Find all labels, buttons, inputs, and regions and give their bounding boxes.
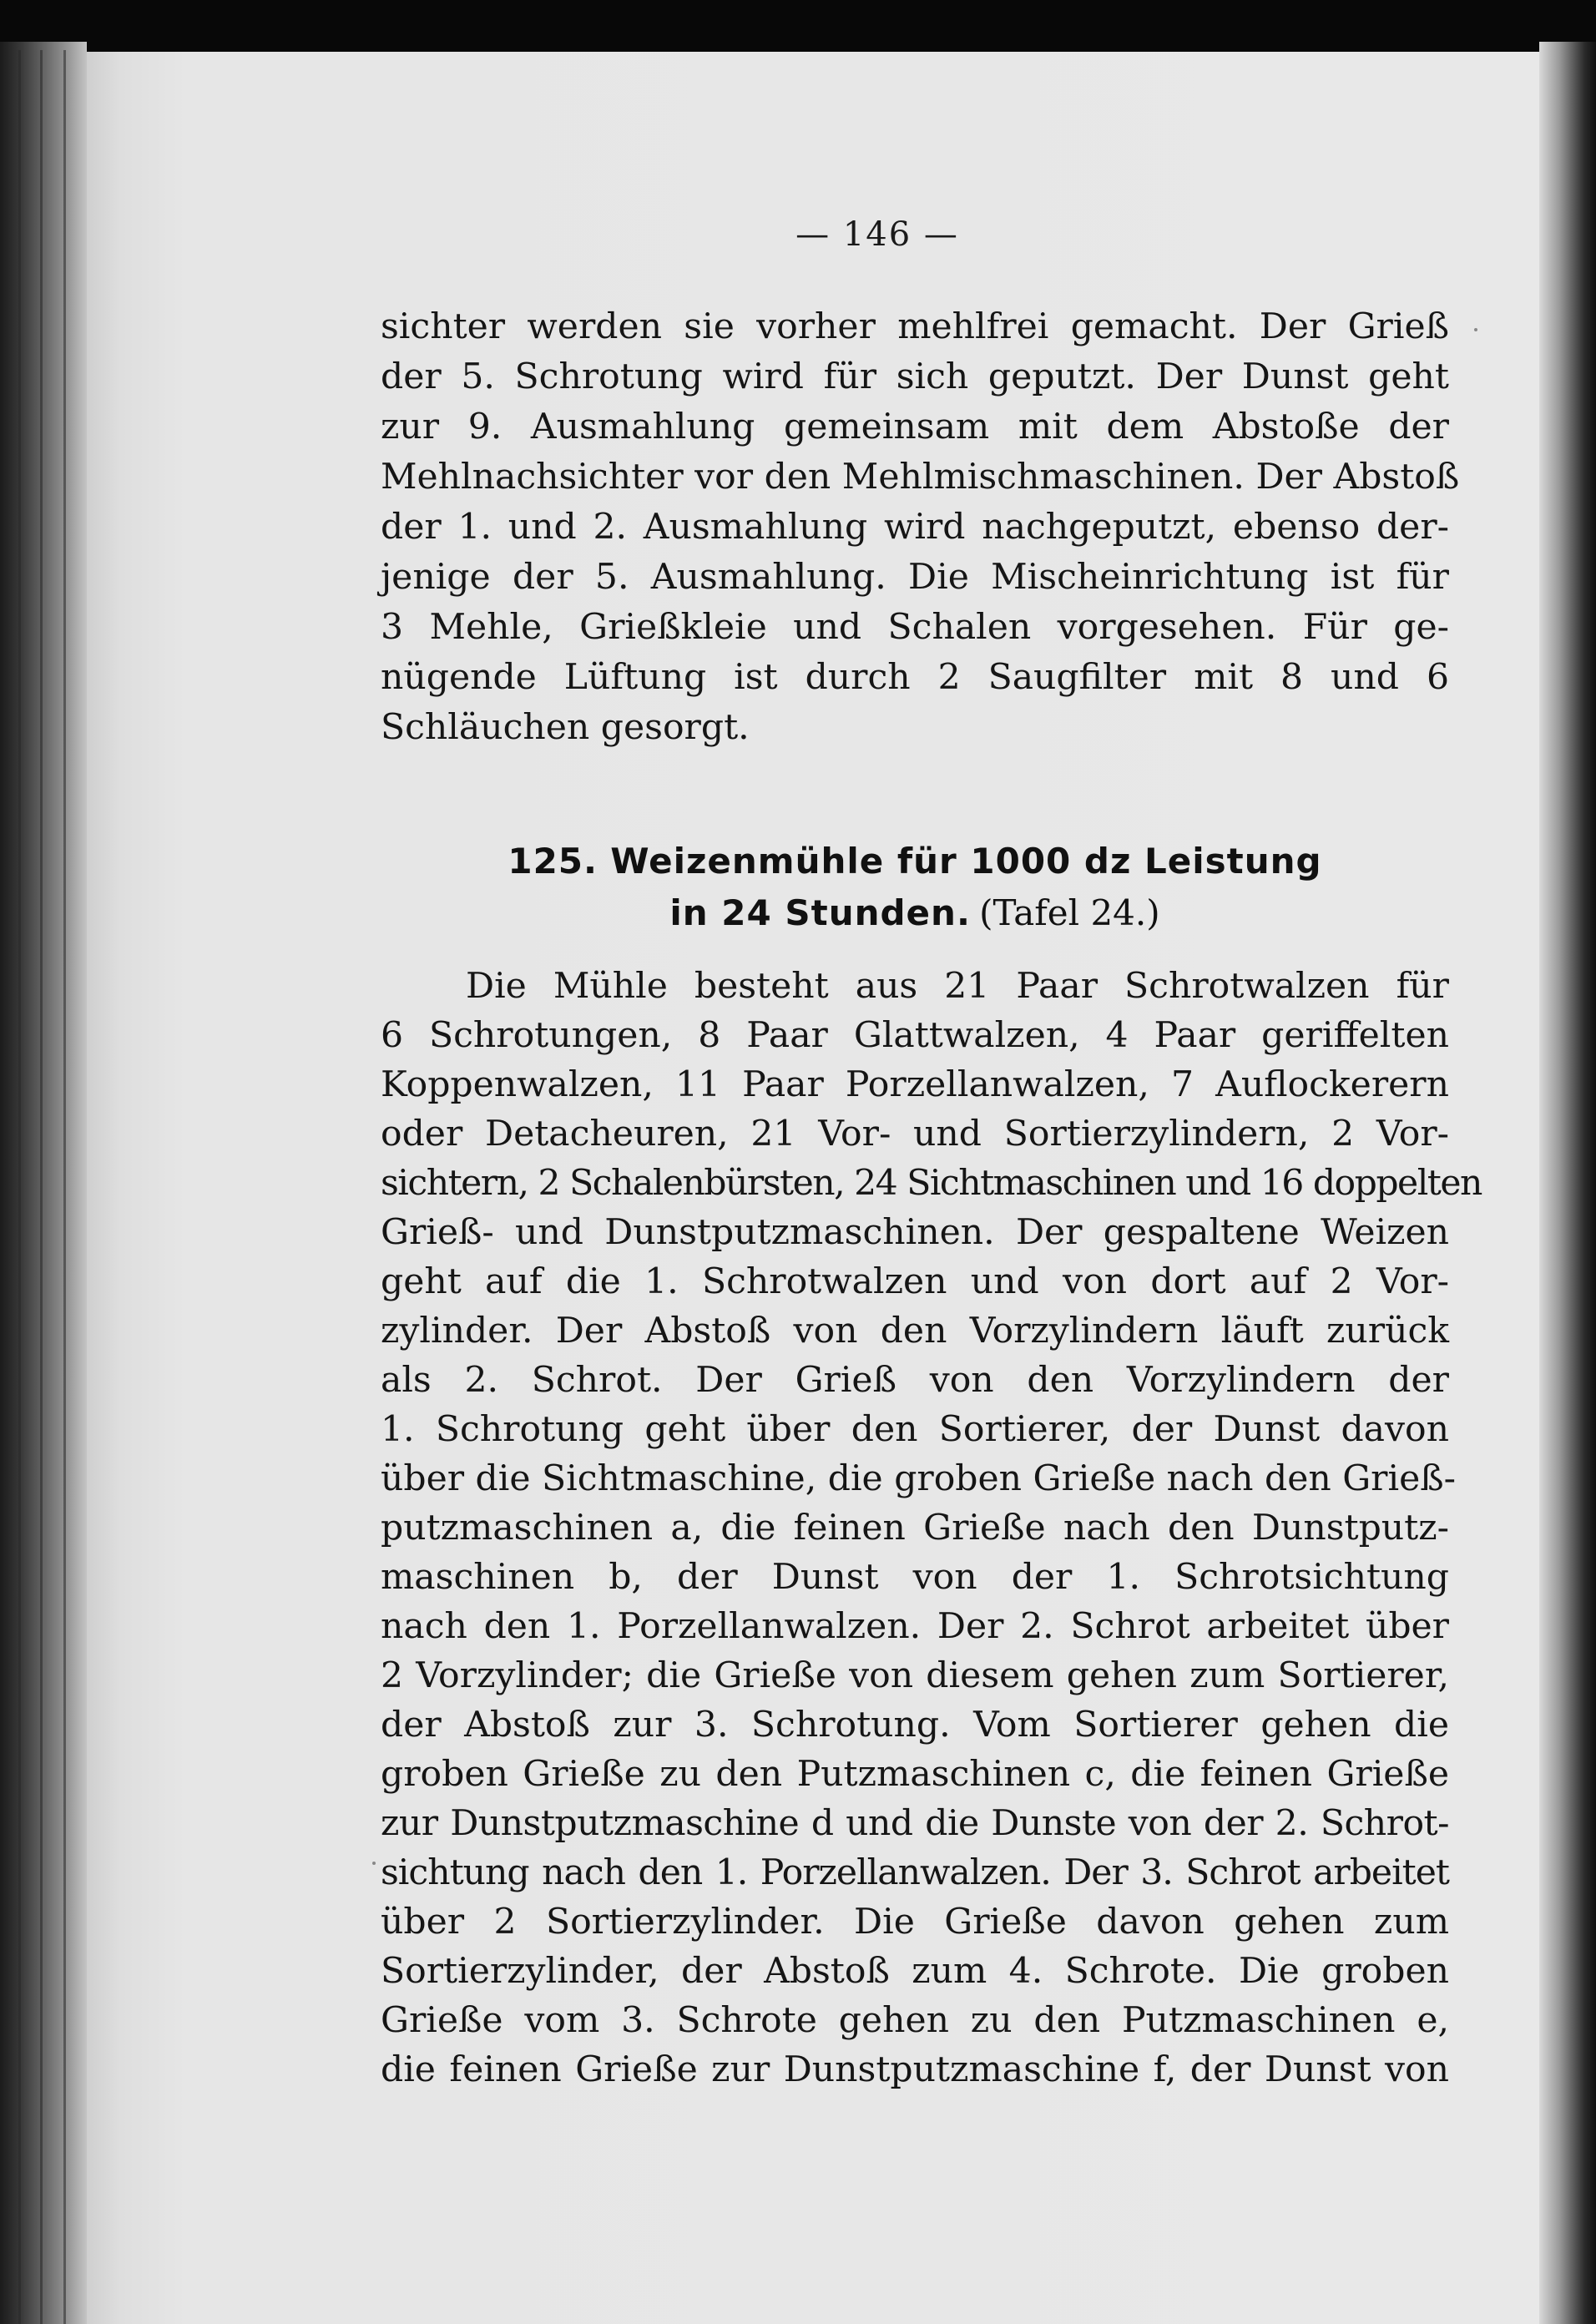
page-number: — 146 — xyxy=(795,215,959,254)
text-line: Mehlnachsichter vor den Mehlmischmaschinen. Der Abstoß xyxy=(381,457,1460,498)
text-line: jenige der 5. Ausmahlung. Die Mischeinrichtung ist für xyxy=(381,557,1449,598)
text-line: 1. Schrotung geht über den Sortierer, der Dunst davon xyxy=(381,1409,1449,1450)
plate-reference: (Tafel 24.) xyxy=(979,892,1160,933)
section-heading-line-2 xyxy=(381,887,1449,940)
text-line: groben Grieße zu den Putzmaschinen c, die feinen Grieße xyxy=(381,1754,1449,1795)
text-line: über 2 Sortierzylinder. Die Grieße davon gehen zum xyxy=(381,1902,1449,1943)
text-line: 2 Vorzylinder; die Grieße von diesem gehen zum Sortierer, xyxy=(381,1655,1449,1696)
page-right-edge xyxy=(1539,42,1596,2324)
text-line: maschinen b, der Dunst von der 1. Schrotsichtung xyxy=(381,1557,1449,1598)
paper-speck xyxy=(372,1862,376,1865)
text-line: der 1. und 2. Ausmahlung wird nachgeputzt, ebenso der- xyxy=(381,507,1449,548)
text-line: nügende Lüftung ist durch 2 Saugfilter mit 8 und 6 xyxy=(381,657,1449,698)
section-title-line-1: Weizenmühle für 1000 dz Leistung xyxy=(610,841,1322,882)
text-line: sichtung nach den 1. Porzellanwalzen. Der 3. Schrot arbeitet xyxy=(381,1852,1449,1893)
text-line: Grieß- und Dunstputzmaschinen. Der gespaltene Weizen xyxy=(381,1212,1449,1253)
section-heading-line-1 xyxy=(381,835,1449,888)
section-title-line-2: in 24 Stunden. xyxy=(669,892,971,933)
text-line: Koppenwalzen, 11 Paar Porzellanwalzen, 7 Auflockerern xyxy=(381,1064,1449,1105)
text-line: geht auf die 1. Schrotwalzen und von dort auf 2 Vor- xyxy=(381,1261,1449,1302)
text-line: als 2. Schrot. Der Grieß von den Vorzylindern der xyxy=(381,1360,1449,1401)
binding-crease xyxy=(63,50,66,2324)
text-line: über die Sichtmaschine, die groben Grieße nach den Grieß- xyxy=(381,1458,1456,1499)
binding-crease xyxy=(18,50,21,2324)
text-line: 6 Schrotungen, 8 Paar Glattwalzen, 4 Paar geriffelten xyxy=(381,1015,1449,1056)
text-line: 3 Mehle, Grießkleie und Schalen vorgesehen. Für ge- xyxy=(381,607,1449,648)
text-line: Grieße vom 3. Schrote gehen zu den Putzmaschinen e, xyxy=(381,2000,1449,2041)
text-line: Schläuchen gesorgt. xyxy=(381,707,750,748)
text-line: Sortierzylinder, der Abstoß zum 4. Schrote. Die groben xyxy=(381,1951,1449,1992)
book-binding xyxy=(0,42,87,2324)
section-number: 125. xyxy=(508,841,598,882)
text-line: sichter werden sie vorher mehlfrei gemacht. Der Grieß xyxy=(381,306,1449,347)
text-line: die feinen Grieße zur Dunstputzmaschine f, der Dunst von xyxy=(381,2049,1449,2090)
text-line: der Abstoß zur 3. Schrotung. Vom Sortierer gehen die xyxy=(381,1705,1449,1746)
scan-top-shadow xyxy=(0,0,1596,58)
text-line: zylinder. Der Abstoß von den Vorzylindern läuft zurück xyxy=(381,1311,1449,1351)
text-line: Die Mühle besteht aus 21 Paar Schrotwalzen für xyxy=(466,966,1449,1007)
text-line: nach den 1. Porzellanwalzen. Der 2. Schrot arbeitet über xyxy=(381,1606,1449,1647)
text-line: der 5. Schrotung wird für sich geputzt. Der Dunst geht xyxy=(381,356,1449,397)
text-line: oder Detacheuren, 21 Vor- und Sortierzylindern, 2 Vor- xyxy=(381,1114,1449,1154)
text-line: putzmaschinen a, die feinen Grieße nach den Dunstputz- xyxy=(381,1508,1449,1548)
binding-crease xyxy=(40,50,43,2324)
paper-speck xyxy=(1474,328,1477,331)
text-line: sichtern, 2 Schalenbürsten, 24 Sichtmaschinen und 16 doppelten xyxy=(381,1163,1482,1204)
text-line: zur Dunstputzmaschine d und die Dunste von der 2. Schrot- xyxy=(381,1803,1449,1844)
text-line: zur 9. Ausmahlung gemeinsam mit dem Abstoße der xyxy=(381,407,1449,447)
